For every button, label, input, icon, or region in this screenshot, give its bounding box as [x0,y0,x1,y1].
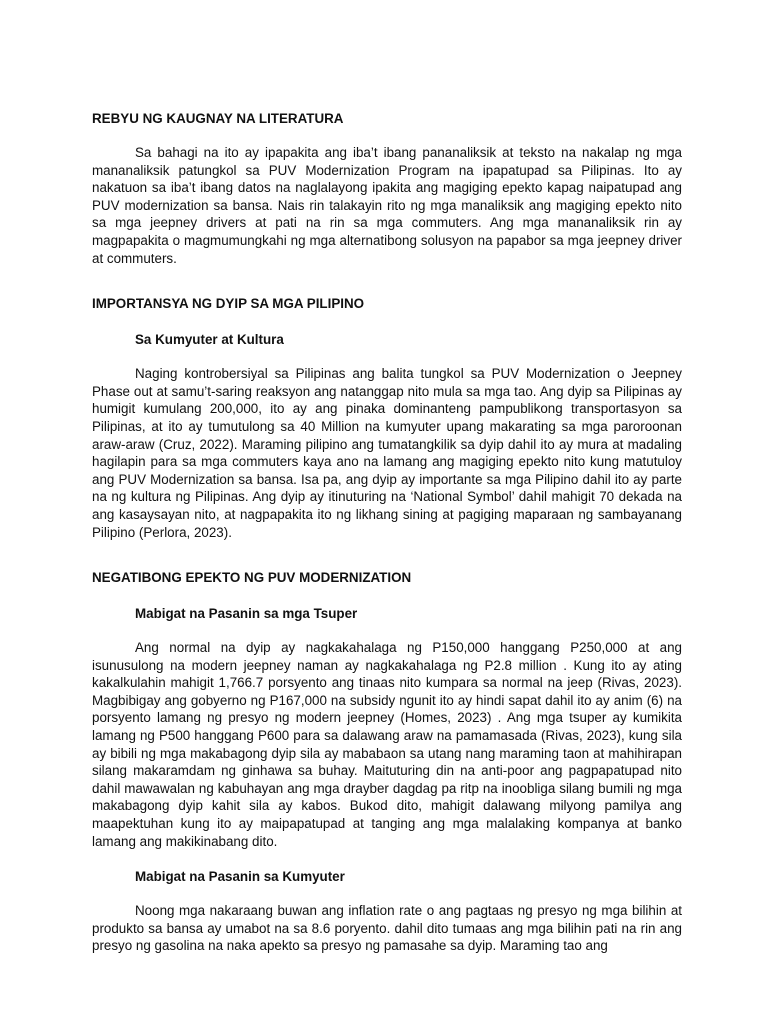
section-heading-rebyu: REBYU NG KAUGNAY NA LITERATURA [92,111,344,126]
section-heading-negatibong: NEGATIBONG EPEKTO NG PUV MODERNIZATION [92,570,412,586]
subheading-pasanin-tsuper: Mabigat na Pasanin sa mga Tsuper [135,606,358,622]
paragraph-rebyu: Sa bahagi na ito ay ipapakita ang iba’t ibang pananaliksik at teksto na nakalap ng mga mananaliksik patungkol sa PUV Modernization Program na ipapatupad sa Pilipinas. Ito ay nakatuon sa iba’t ibang datos na naglalayong ipakita ang magiging epekto kapag naipatupad ang PUV modernization sa bansa. Nais rin talakayin rito ng mga manaliksik ang magiging epekto nito sa mga jeepney drivers at pati na rin sa mga commuters. Ang mga mananaliksik rin ay magpapakita o magmumungkahi ng mga alternatibong solusyon na papabor sa mga jeepney driver at commuters. [92,145,682,266]
paragraph-pasanin-kumyuter: Noong mga nakaraang buwan ang inflation rate o ang pagtaas ng presyo ng mga bilihin at produkto sa bansa ay umabot na sa 8.6 poryento. dahil dito tumaas ang mga bilihin pati na rin ang presyo ng gasolina na naka apekto sa presyo ng pamasahe sa dyip. Maraming tao ang [92,903,682,954]
document-page [92,110,682,955]
subheading-pasanin-kumyuter: Mabigat na Pasanin sa Kumyuter [135,869,345,885]
subheading-kumyuter-kultura: Sa Kumyuter at Kultura [135,332,284,348]
section-heading-importansya: IMPORTANSYA NG DYIP SA MGA PILIPINO [92,296,365,312]
paragraph-pasanin-tsuper: Ang normal na dyip ay nagkakahalaga ng P150,000 hanggang P250,000 at ang isunusulong na modern jeepney naman ay nagkakahalaga ng P2.8 million . Kung ito ay ating kakalkulahin mahigit 1,766.7 porsyento ang tinaas nito kumpara sa normal na jeep (Rivas, 2023). Magbibigay ang gobyerno ng P167,000 na subsidy ngunit ito ay hindi sapat dahil ito ay anim (6) na porsyento lamang ng presyo ng modern jeepney (Homes, 2023) . Ang mga tsuper ay kumikita lamang ng P500 hanggang P600 para sa dalawang araw na pamamasada (Rivas, 2023), kung sila ay bibili ng mga makabagong dyip sila ay mababaon sa utang nang maraming taon at mahihirapan silang makaramdam ng ginhawa sa buhay. Maituturing din na anti-poor ang pagpapatupad nito dahil mawawalan ng kabuhayan ang mga drayber dagdag pa ritp na inoobliga silang bumili ng mga makabagong dyip kahit sila ay kabos. Bukod dito, mahigit dalawang milyong pamilya ang maapektuhan kung ito ay maipapatupad at tanging ang mga malalaking kompanya at banko lamang ang makikinabang dito. [92,640,682,849]
paragraph-importansya: Naging kontrobersiyal sa Pilipinas ang balita tungkol sa PUV Modernization o Jeepney Phase out at samu’t-saring reaksyon ang natanggap nito mula sa mga tao. Ang dyip sa Pilipinas ay humigit kumulang 200,000, ito ay ang pinaka dominanteng pampublikong transportasyon sa Pilipinas, at ito ay tumutulong sa 40 Million na kumyuter upang makarating sa mga paroroonan araw-araw (Cruz, 2022). Maraming pilipino ang tumatangkilik sa dyip dahil ito ay mura at madaling hagilapin para sa mga commuters kaya ano na lamang ang magiging epekto nito kung matutuloy ang PUV Modernization sa bansa. Isa pa, ang dyip ay importante sa mga Pilipino dahil ito ay parte na ng kultura ng Pilipinas. Ang dyip ay itinuturing na ‘National Symbol’ dahil mahigit 70 dekada na ang kasaysayan nito, at nagpapakita ito ng likhang sining at pagiging maparaan ng sambayanang Pilipino (Perlora, 2023). [92,366,682,540]
